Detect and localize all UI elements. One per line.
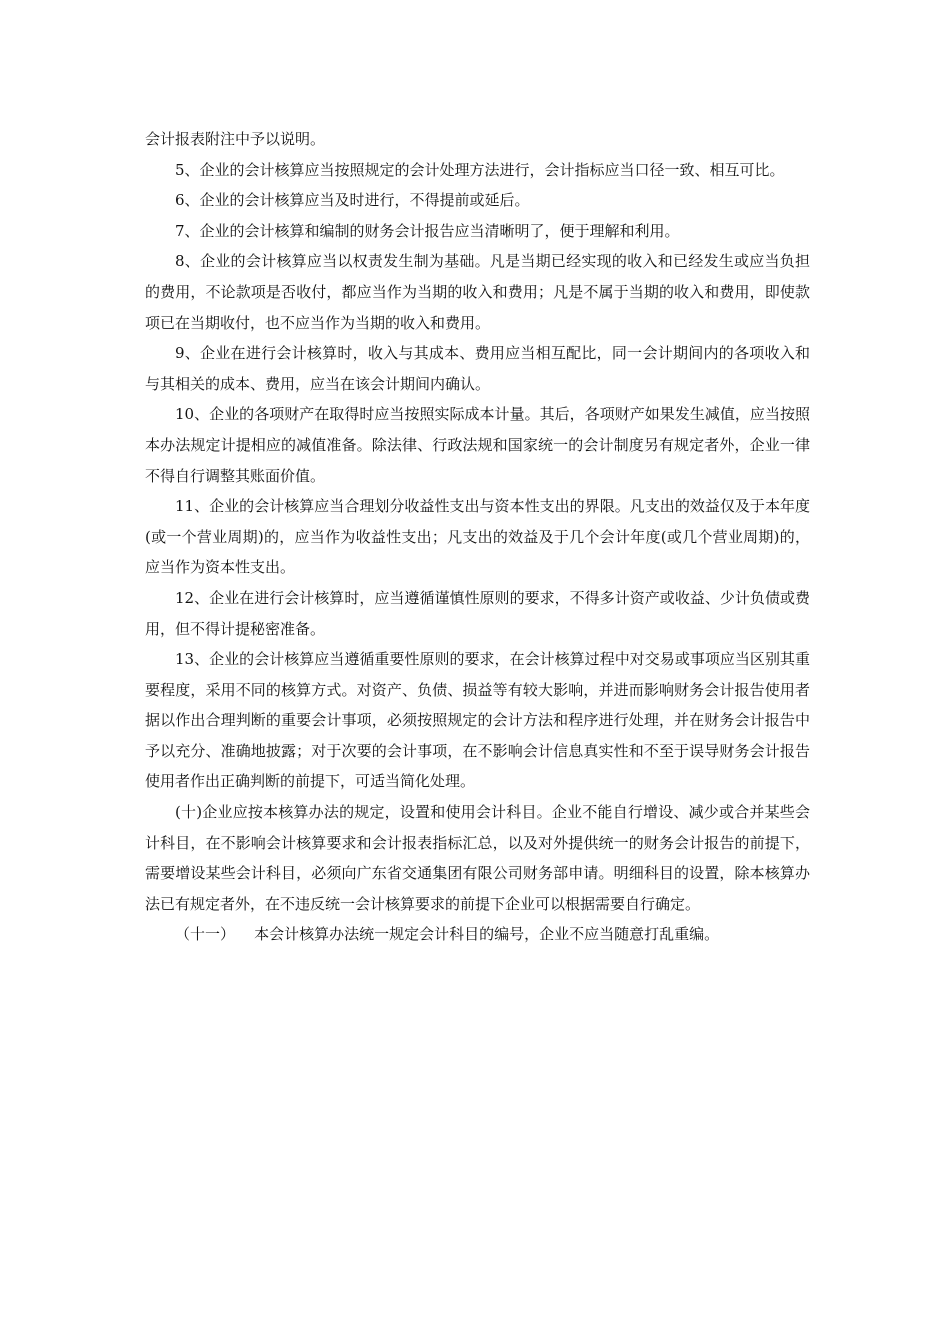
paragraph-item-9: 9、企业在进行会计核算时，收入与其成本、费用应当相互配比，同一会计期间内的各项收入和与其相关的成本、费用，应当在该会计期间内确认。	[145, 344, 810, 393]
paragraph-item-11: 11、企业的会计核算应当合理划分收益性支出与资本性支出的界限。凡支出的效益仅及于本年度(或一个营业周期)的，应当作为收益性支出；凡支出的效益及于几个会计年度(或几个营业周期)的，应当作为资本性支出。	[145, 497, 810, 577]
paragraph-item-10: 10、企业的各项财产在取得时应当按照实际成本计量。其后，各项财产如果发生减值，应当按照本办法规定计提相应的减值准备。除法律、行政法规和国家统一的会计制度另有规定者外，企业一律不得自行调整其账面价值。	[145, 405, 810, 485]
paragraph-section-11: （十一） 本会计核算办法统一规定会计科目的编号，企业不应当随意打乱重编。	[175, 925, 720, 944]
paragraph-section-10: (十)企业应按本核算办法的规定，设置和使用会计科目。企业不能自行增设、减少或合并某些会计科目，在不影响会计核算要求和会计报表指标汇总，以及对外提供统一的财务会计报告的前提下，需要增设某些会计科目，必须向广东省交通集团有限公司财务部申请。明细科目的设置，除本核算办法已有规定者外，在不违反统一会计核算要求的前提下企业可以根据需要自行确定。	[145, 803, 810, 913]
document-body	[145, 124, 810, 950]
paragraph-item-12: 12、企业在进行会计核算时，应当遵循谨慎性原则的要求，不得多计资产或收益、少计负债或费用，但不得计提秘密准备。	[145, 588, 810, 638]
paragraph-item-6: 6、企业的会计核算应当及时进行，不得提前或延后。	[175, 191, 530, 210]
paragraph-item-5: 5、企业的会计核算应当按照规定的会计处理方法进行，会计指标应当口径一致、相互可比。	[175, 160, 785, 179]
paragraph-item-8: 8、企业的会计核算应当以权责发生制为基础。凡是当期已经实现的收入和已经发生或应当负担的费用，不论款项是否收付，都应当作为当期的收入和费用；凡是不属于当期的收入和费用，即使款项已在当期收付，也不应当作为当期的收入和费用。	[145, 252, 810, 332]
paragraph-item-7: 7、企业的会计核算和编制的财务会计报告应当清晰明了，便于理解和利用。	[175, 221, 680, 240]
paragraph-continuation: 会计报表附注中予以说明。	[145, 130, 326, 148]
paragraph-item-13: 13、企业的会计核算应当遵循重要性原则的要求，在会计核算过程中对交易或事项应当区别其重要程度，采用不同的核算方式。对资产、负债、损益等有较大影响，并进而影响财务会计报告使用者据以作出合理判断的重要会计事项，必须按照规定的会计方法和程序进行处理，并在财务会计报告中予以充分、准确地披露；对于次要的会计事项，在不影响会计信息真实性和不至于误导财务会计报告使用者作出正确判断的前提下，可适当简化处理。	[145, 650, 810, 791]
